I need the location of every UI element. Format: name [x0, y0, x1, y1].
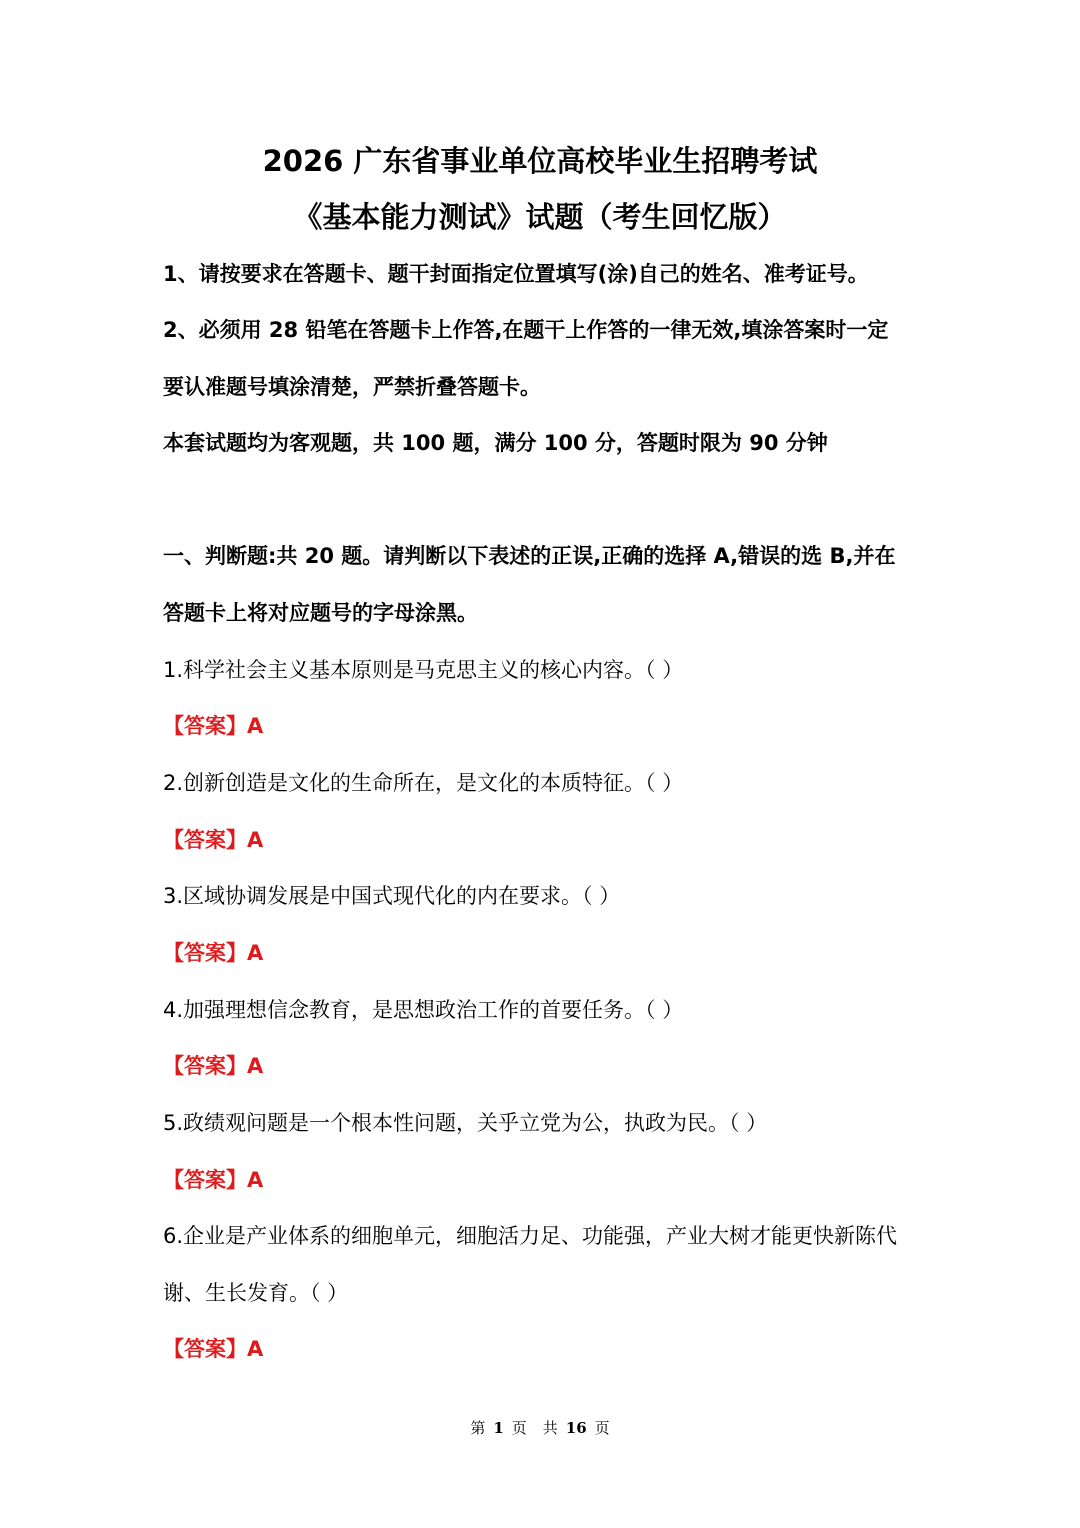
answer-1: 【答案】A [163, 714, 264, 738]
question-3: 3.区域协调发展是中国式现代化的内在要求。（ ） [163, 884, 621, 908]
footer-page-number: 1 [493, 1419, 504, 1437]
exam-summary: 本套试题均为客观题，共 100 题，满分 100 分，答题时限为 90 分钟 [163, 431, 828, 455]
section-heading: 一、判断题:共 20 题。请判断以下表述的正误,正确的选择 A,错误的选 B,并在 [163, 544, 896, 568]
answer-6: 【答案】A [163, 1337, 264, 1361]
answer-5: 【答案】A [163, 1168, 264, 1192]
footer-suffix: 页 [594, 1419, 610, 1437]
question-5: 5.政绩观问题是一个根本性问题，关乎立党为公，执政为民。（ ） [163, 1111, 768, 1135]
section-heading-continued: 答题卡上将对应题号的字母涂黑。 [163, 601, 478, 625]
document-title-line-2: 《基本能力测试》试题（考生回忆版） [293, 200, 787, 234]
footer-page-word: 页 [511, 1419, 527, 1437]
instruction-1: 1、请按要求在答题卡、题干封面指定位置填写(涂)自己的姓名、准考证号。 [163, 262, 869, 286]
question-6-continued: 谢、生长发育。（ ） [163, 1281, 349, 1305]
question-6: 6.企业是产业体系的细胞单元，细胞活力足、功能强，产业大树才能更快新陈代 [163, 1224, 898, 1248]
question-1: 1.科学社会主义基本原则是马克思主义的核心内容。（ ） [163, 658, 684, 682]
instruction-2: 2、必须用 28 铅笔在答题卡上作答,在题干上作答的一律无效,填涂答案时一定 [163, 318, 889, 342]
instruction-2-continued: 要认准题号填涂清楚，严禁折叠答题卡。 [163, 375, 541, 399]
question-4: 4.加强理想信念教育，是思想政治工作的首要任务。（ ） [163, 998, 684, 1022]
document-title-line-1: 2026 广东省事业单位高校毕业生招聘考试 [262, 144, 818, 178]
answer-2: 【答案】A [163, 828, 264, 852]
answer-3: 【答案】A [163, 941, 264, 965]
answer-4: 【答案】A [163, 1054, 264, 1078]
question-2: 2.创新创造是文化的生命所在，是文化的本质特征。（ ） [163, 771, 684, 795]
footer-prefix: 第 [470, 1419, 486, 1437]
footer-total-pages: 16 [565, 1419, 587, 1437]
footer-total-word: 共 [542, 1419, 558, 1437]
page-footer [0, 1416, 1080, 1440]
